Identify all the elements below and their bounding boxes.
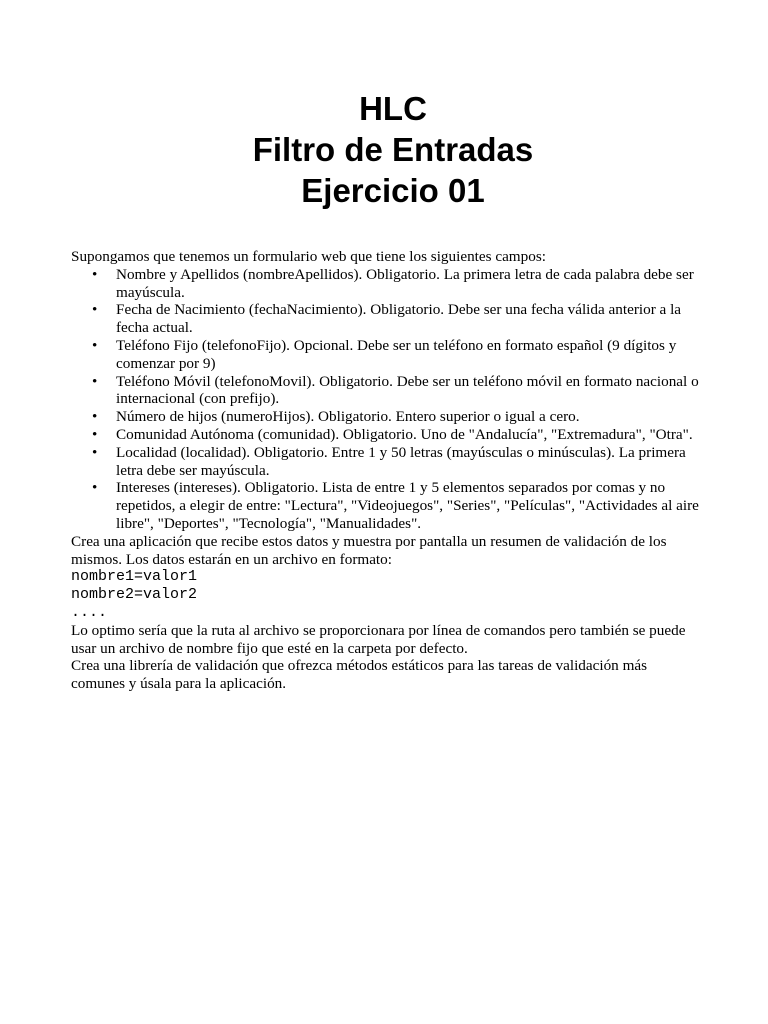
list-item-text: Nombre y Apellidos (nombreApellidos). Obligatorio. La primera letra de cada palabra debe ser mayúscula. (116, 265, 694, 301)
list-item (71, 479, 701, 532)
list-item-text: Localidad (localidad). Obligatorio. Entre 1 y 50 letras (mayúsculas o minúsculas). La primera letra debe ser mayúscula. (116, 443, 686, 479)
bullet-icon: • (92, 336, 98, 354)
list-item-text: Intereses (intereses). Obligatorio. Lista de entre 1 y 5 elementos separados por comas y no repetidos, a elegir de entre: "Lectura", "Videojuegos", "Series", "Películas", "Actividades al aire libre", "Deportes", "Tecnología", "Manualidades". (116, 479, 699, 532)
bullet-icon: • (92, 372, 98, 390)
code-line: nombre1=valor1 (71, 568, 198, 586)
code-line: nombre2=valor2 (71, 586, 198, 604)
bullet-icon: • (92, 425, 98, 443)
list-item (71, 444, 701, 480)
list-item-text: Fecha de Nacimiento (fechaNacimiento). Obligatorio. Debe ser una fecha válida anterior a la fecha actual. (116, 301, 682, 337)
list-item-text: Teléfono Móvil (telefonoMovil). Obligatorio. Debe ser un teléfono móvil en formato nacional o internacional (con prefijo). (116, 372, 699, 408)
bullet-icon: • (92, 265, 98, 283)
list-item (71, 373, 701, 409)
app-paragraph: Crea una aplicación que recibe estos datos y muestra por pantalla un resumen de validación de los mismos. Los datos estarán en un archivo en formato: (71, 532, 667, 568)
list-item (71, 337, 701, 373)
document-body (71, 248, 701, 693)
list-item-text: Comunidad Autónoma (comunidad). Obligatorio. Uno de "Andalucía", "Extremadura", "Otra". (116, 425, 693, 443)
list-item-text: Número de hijos (numeroHijos). Obligatorio. Entero superior o igual a cero. (116, 408, 580, 426)
list-item (71, 426, 701, 444)
document-page (71, 88, 701, 693)
library-paragraph: Crea una librería de validación que ofrezca métodos estáticos para las tareas de validación más comunes y úsala para la aplicación. (71, 657, 648, 693)
bullet-icon: • (92, 301, 98, 319)
list-item (71, 266, 701, 302)
code-line: .... (71, 603, 108, 621)
path-paragraph: Lo optimo sería que la ruta al archivo se proporcionara por línea de comandos pero también se puede usar un archivo de nombre fijo que esté en la carpeta por defecto. (71, 621, 686, 657)
fields-list (71, 266, 701, 533)
intro-paragraph: Supongamos que tenemos un formulario web que tiene los siguientes campos: (71, 248, 546, 265)
title-line-2: Filtro de Entradas (252, 131, 534, 168)
bullet-icon: • (92, 479, 98, 497)
list-item (71, 301, 701, 337)
title-line-3: Ejercicio 01 (301, 172, 485, 209)
list-item-text: Teléfono Fijo (telefonoFijo). Opcional. Debe ser un teléfono en formato español (9 dígitos y comenzar por 9) (116, 336, 677, 372)
bullet-icon: • (92, 408, 98, 426)
list-item (71, 408, 701, 426)
bullet-icon: • (92, 443, 98, 461)
title-line-1: HLC (359, 90, 427, 127)
document-title (71, 88, 701, 211)
